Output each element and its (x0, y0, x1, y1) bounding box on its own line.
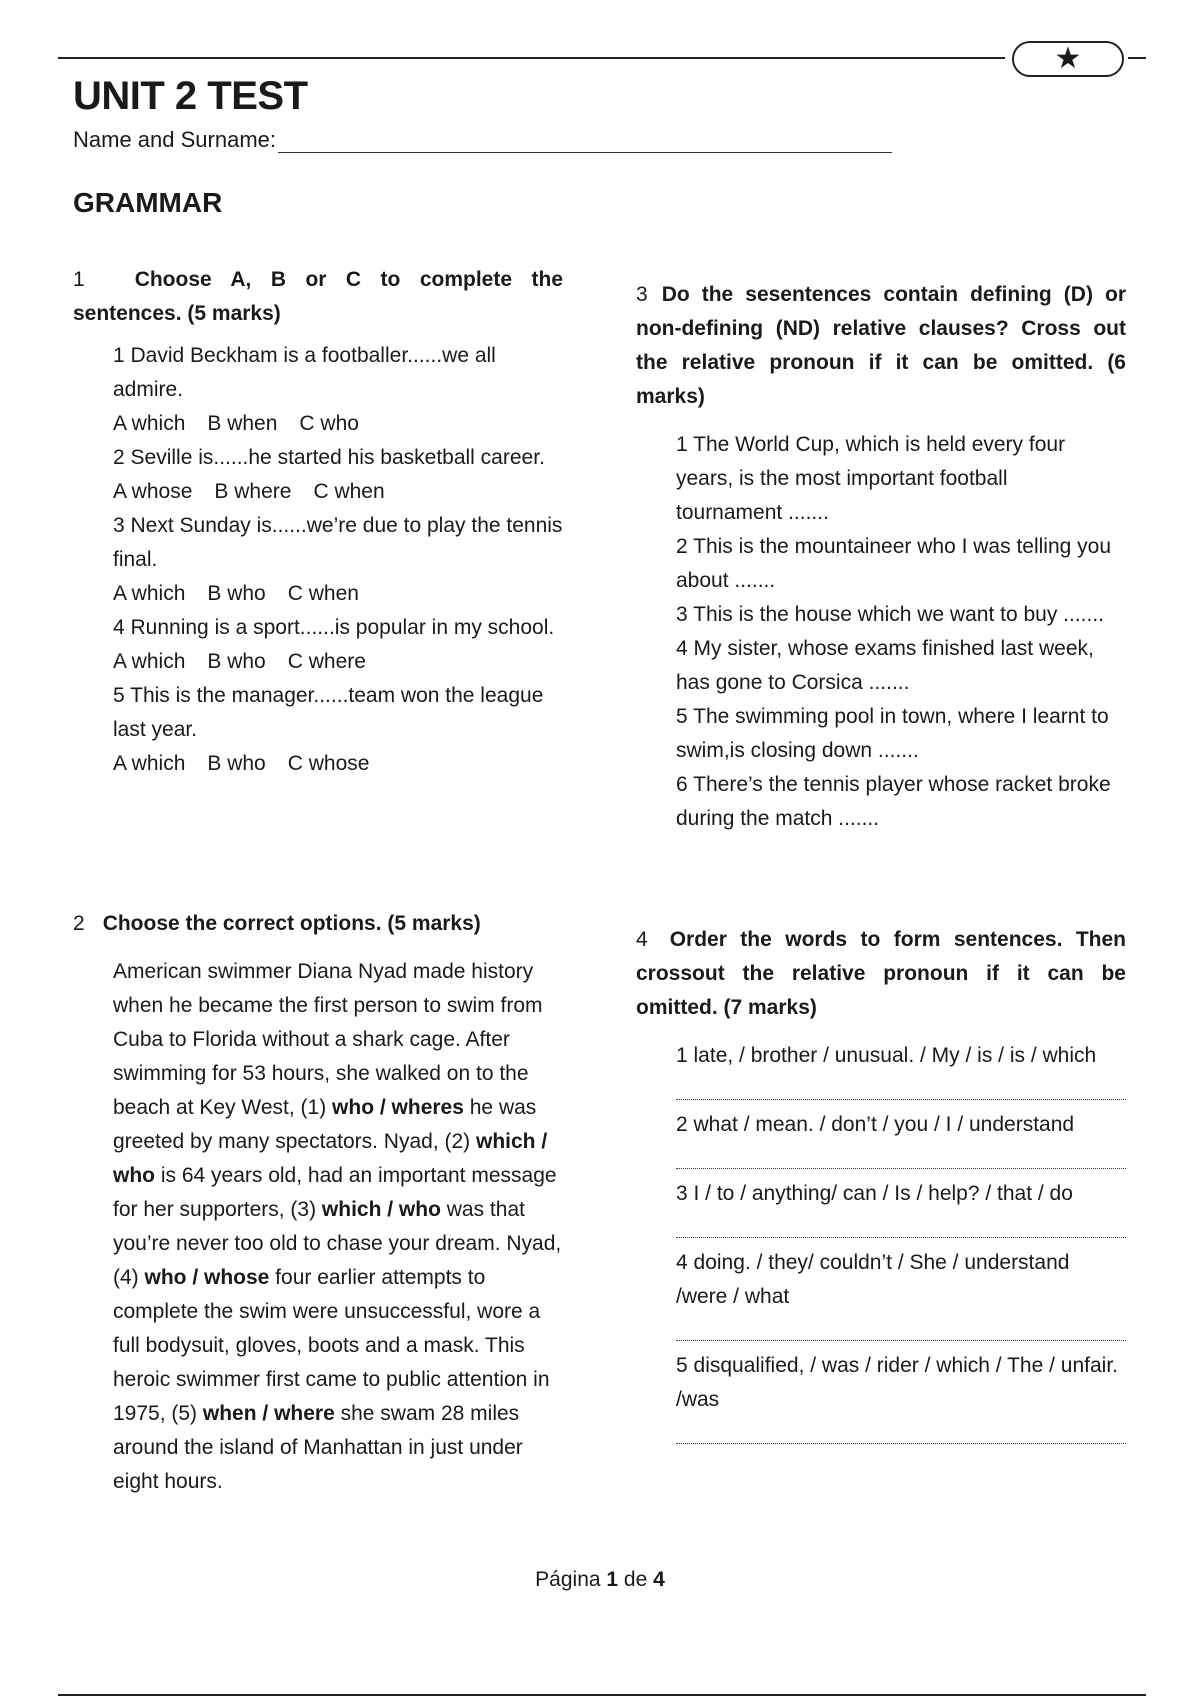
answer-option[interactable]: C when (313, 480, 385, 503)
word-order-item: 3 I / to / anything/ can / Is / help? / that / do (676, 1182, 1073, 1205)
choice-options[interactable]: when / where (202, 1402, 335, 1425)
answer-option[interactable]: C who (299, 412, 359, 435)
answer-options (113, 645, 563, 679)
question-text: 5 This is the manager......team won the league last year. (113, 684, 544, 741)
answer-option[interactable]: A which (113, 412, 186, 435)
question-text: 3 Next Sunday is......we’re due to play the tennis final. (113, 514, 563, 571)
answer-option[interactable]: B who (207, 650, 266, 673)
answer-option[interactable]: C when (287, 582, 359, 605)
answer-line[interactable] (676, 1211, 1126, 1238)
name-row (73, 127, 892, 153)
exercise-3-number: 3 (636, 283, 648, 306)
answer-option[interactable]: B who (207, 752, 266, 775)
exercise-4-number: 4 (636, 928, 648, 951)
choice-options[interactable]: which / who (113, 1130, 548, 1187)
choice-options[interactable]: who / whose (144, 1266, 270, 1289)
clause-item: 1 The World Cup, which is held every four years, is the most important football tournament ....... (676, 433, 1066, 524)
word-order-item: 4 doing. / they/ couldn’t / She / understand /were / what (676, 1251, 1070, 1308)
passage-text (113, 955, 563, 1499)
answer-option[interactable]: C whose (287, 752, 370, 775)
exercise-1-items (113, 339, 563, 781)
page-title: UNIT 2 TEST (73, 74, 308, 118)
top-rule-tail (1128, 57, 1146, 59)
answer-line[interactable] (676, 1314, 1126, 1341)
exercise-1-instruction: 1 Choose A, B or C to complete the sentences. (5 marks) (73, 268, 563, 325)
answer-option[interactable]: A which (113, 752, 186, 775)
top-rule (58, 57, 1005, 59)
exercise-2-passage (113, 955, 563, 1499)
answer-option[interactable]: A which (113, 582, 186, 605)
answer-option[interactable]: A which (113, 650, 186, 673)
passage-segment: she swam 28 miles around the island of Manhattan in just under eight hours. (113, 1402, 523, 1493)
exercise-2 (73, 907, 563, 1499)
answer-line[interactable] (676, 1417, 1126, 1444)
word-order-item: 5 disqualified, / was / rider / which / The / unfair. /was (676, 1354, 1118, 1411)
exercise-3 (636, 278, 1126, 836)
answer-options (113, 407, 563, 441)
answer-options (113, 747, 563, 781)
section-title: GRAMMAR (73, 187, 223, 218)
passage-segment: was that you’re never too old to chase your dream. Nyad, (4) (113, 1198, 562, 1289)
answer-option[interactable]: B when (207, 412, 278, 435)
answer-option[interactable]: B who (207, 582, 266, 605)
exercise-4-items (676, 1039, 1126, 1444)
word-order-item: 1 late, / brother / unusual. / My / is / is / which (676, 1044, 1097, 1067)
question-text: 4 Running is a sport......is popular in my school. (113, 616, 555, 639)
exercise-2-instruction: 2 Choose the correct options. (5 marks) (73, 912, 481, 935)
answer-option[interactable]: B where (214, 480, 292, 503)
answer-line[interactable] (676, 1142, 1126, 1169)
page-number: 1 (606, 1568, 619, 1591)
exercise-2-number: 2 (73, 912, 85, 935)
question-text: 1 David Beckham is a footballer......we all admire. (113, 344, 496, 401)
question-text: 2 Seville is......he started his basketball career. (113, 446, 545, 469)
answer-line[interactable] (676, 1073, 1126, 1100)
clause-item: 5 The swimming pool in town, where I learnt to swim,is closing down ....... (676, 705, 1109, 762)
clause-item: 4 My sister, whose exams finished last week, has gone to Corsica ....... (676, 637, 1094, 694)
word-order-item: 2 what / mean. / don’t / you / I / understand (676, 1113, 1075, 1136)
answer-option[interactable]: A whose (113, 480, 193, 503)
clause-item: 6 There’s the tennis player whose racket broke during the match ....... (676, 773, 1111, 830)
exercise-4 (636, 923, 1126, 1452)
choice-options[interactable]: who / wheres (332, 1096, 464, 1119)
name-label: Name and Surname: (73, 127, 276, 152)
answer-option[interactable]: C where (287, 650, 366, 673)
answer-options (113, 577, 563, 611)
exercise-1-number: 1 (73, 268, 85, 291)
name-input-line[interactable] (278, 128, 892, 153)
exercise-3-instruction: 3 Do the sesentences contain defining (D) or non-defining (ND) relative clauses? Cross out the relative pronoun if it can be omitted. (6 marks) (636, 283, 1126, 408)
page-total: 4 (653, 1568, 665, 1591)
answer-options (113, 475, 563, 509)
exercise-1 (73, 263, 563, 781)
passage-segment: American swimmer Diana Nyad made history when he became the first person to swim from Cuba to Florida without a shark cage. After swimming for 53 hours, she walked on to the beach at Key West, (1) (113, 960, 543, 1119)
passage-segment: four earlier attempts to complete the swim were unsuccessful, wore a full bodysuit, gloves, boots and a mask. This heroic swimmer first came to public attention in 1975, (5) (113, 1266, 550, 1425)
choice-options[interactable]: which / who (321, 1198, 441, 1221)
bottom-rule (58, 1694, 1146, 1696)
clause-item: 3 This is the house which we want to buy ....... (676, 603, 1104, 626)
passage-segment: is 64 years old, had an important message for her supporters, (3) (113, 1164, 557, 1221)
clause-item: 2 This is the mountaineer who I was telling you about ....... (676, 535, 1112, 592)
exercise-3-items (676, 428, 1114, 836)
passage-segment: he was greeted by many spectators. Nyad, (2) (113, 1096, 537, 1153)
exercise-4-instruction: 4 Order the words to form sentences. Then crossout the relative pronoun if it can be omitted. (7 marks) (636, 928, 1126, 1019)
star-icon: ★ (1012, 41, 1124, 77)
page-footer: Página 1 de 4 (535, 1568, 665, 1591)
